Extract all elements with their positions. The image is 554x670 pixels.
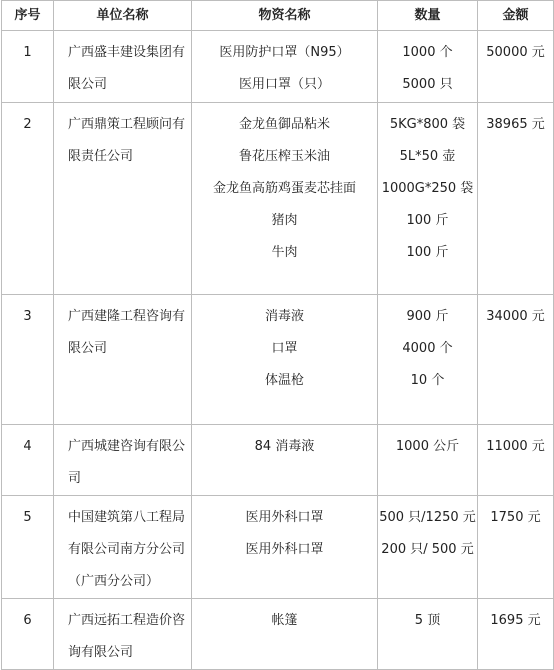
row-amount: 1750 元 [478, 496, 554, 599]
header-material: 物资名称 [192, 1, 378, 31]
row-amount: 1695 元 [478, 599, 554, 670]
row-amount: 11000 元 [478, 425, 554, 496]
row-seq: 5 [2, 496, 54, 599]
quantity-item: 1000G*250 袋 [381, 181, 474, 196]
row-materials [192, 599, 378, 670]
row-quantities [378, 496, 478, 599]
row-materials [192, 295, 378, 425]
quantity-item: 4000 个 [402, 341, 453, 356]
material-item: 猪肉 [271, 213, 298, 228]
material-item: 医用防护口罩（N95） [219, 45, 350, 60]
row-unit: 中国建筑第八工程局有限公司南方分公司（广西分公司） [54, 496, 192, 599]
table-header-row [2, 1, 554, 31]
row-seq: 1 [2, 31, 54, 103]
material-item: 84 消毒液 [254, 439, 315, 454]
row-quantities [378, 599, 478, 670]
material-item: 医用口罩（只） [238, 77, 330, 92]
header-amount: 金额 [478, 1, 554, 31]
row-materials [192, 496, 378, 599]
row-amount: 38965 元 [478, 103, 554, 295]
row-seq: 4 [2, 425, 54, 496]
row-quantities [378, 31, 478, 103]
table-row [2, 31, 554, 103]
material-item: 帐篷 [271, 613, 298, 628]
row-unit: 广西盛丰建设集团有限公司 [54, 31, 192, 103]
material-item: 金龙鱼高筋鸡蛋麦芯挂面 [212, 181, 356, 196]
quantity-item: 5 顶 [414, 613, 441, 628]
row-seq: 3 [2, 295, 54, 425]
quantity-item: 1000 公斤 [395, 439, 460, 454]
quantity-item: 5000 只 [402, 77, 453, 92]
donation-table [1, 0, 554, 670]
table-row [2, 103, 554, 295]
row-unit: 广西鼎策工程顾问有限责任公司 [54, 103, 192, 295]
material-item: 消毒液 [264, 309, 304, 324]
header-seq: 序号 [2, 1, 54, 31]
material-item: 医用外科口罩 [245, 510, 324, 525]
row-seq: 2 [2, 103, 54, 295]
row-unit: 广西城建咨询有限公司 [54, 425, 192, 496]
material-item: 鲁花压榨玉米油 [238, 149, 330, 164]
row-quantities [378, 295, 478, 425]
row-quantities [378, 425, 478, 496]
table-row [2, 295, 554, 425]
row-unit: 广西远拓工程造价咨询有限公司 [54, 599, 192, 670]
row-materials [192, 103, 378, 295]
quantity-item: 100 斤 [406, 213, 449, 228]
quantity-item: 500 只/1250 元 [379, 510, 476, 525]
quantity-item: 100 斤 [406, 245, 449, 260]
row-quantities [378, 103, 478, 295]
row-amount: 50000 元 [478, 31, 554, 103]
quantity-item: 900 斤 [406, 309, 449, 324]
row-materials [192, 31, 378, 103]
row-materials [192, 425, 378, 496]
material-item: 体温枪 [264, 373, 304, 388]
quantity-item: 5L*50 壶 [399, 149, 456, 164]
quantity-item: 200 只/ 500 元 [381, 542, 474, 557]
quantity-item: 5KG*800 袋 [389, 117, 466, 132]
row-seq: 6 [2, 599, 54, 670]
row-amount: 34000 元 [478, 295, 554, 425]
material-item: 牛肉 [271, 245, 298, 260]
quantity-item: 10 个 [410, 373, 445, 388]
table-row [2, 599, 554, 670]
quantity-item: 1000 个 [402, 45, 453, 60]
header-quantity: 数量 [378, 1, 478, 31]
header-unit: 单位名称 [54, 1, 192, 31]
table-row [2, 425, 554, 496]
row-unit: 广西建隆工程咨询有限公司 [54, 295, 192, 425]
material-item: 医用外科口罩 [245, 542, 324, 557]
table-row [2, 496, 554, 599]
material-item: 金龙鱼御品粘米 [238, 117, 330, 132]
material-item: 口罩 [271, 341, 298, 356]
